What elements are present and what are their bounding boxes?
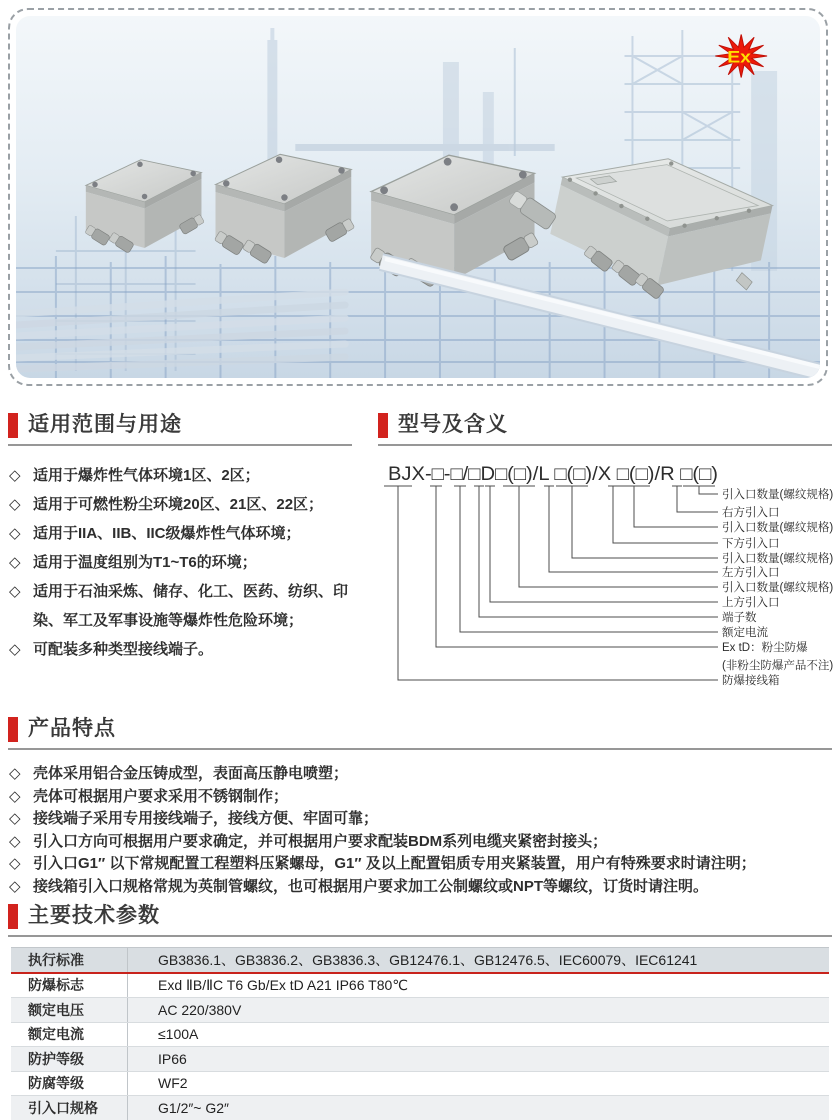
- list-item: [8, 853, 832, 876]
- spec-label: 额定电压: [28, 1001, 84, 1018]
- model-label: 引入口数量(螺纹规格): [722, 553, 834, 565]
- list-item-text: 壳体采用铝合金压铸成型，表面高压静电喷塑；: [33, 765, 349, 782]
- model-label: 额定电流: [722, 627, 768, 639]
- list-item-text: 接线箱引入口规格常规为英制管螺纹，也可根据用户要求加工公制螺纹或NPT等螺纹，订货时请注明。: [33, 877, 709, 895]
- product-photo: [16, 16, 820, 378]
- red-accent-bar: [378, 413, 388, 438]
- diamond-bullet-icon: ◇: [9, 855, 21, 872]
- table-row: [11, 972, 829, 998]
- section-model: [378, 412, 834, 687]
- model-label: 引入口数量(螺纹规格): [722, 489, 834, 501]
- features-list: [8, 763, 832, 898]
- table-row: [11, 948, 829, 972]
- spec-value: ≤100A: [127, 1023, 829, 1047]
- list-item: [8, 548, 352, 577]
- diamond-bullet-icon: ◇: [9, 787, 21, 805]
- model-code: BJX-□-□/□D□(□)/L □(□)/X □(□)/R □(□): [388, 464, 718, 485]
- list-item-text: 适用于IIA、IIB、IIC级爆炸性气体环境；: [33, 525, 301, 542]
- section-title: 产品特点: [28, 717, 116, 740]
- model-label: 端子数: [722, 612, 757, 624]
- model-label: 防爆接线箱: [722, 675, 780, 687]
- model-label: 上方引入口: [722, 597, 780, 609]
- red-accent-bar: [8, 904, 18, 929]
- list-item: [8, 831, 832, 854]
- red-accent-bar: [8, 717, 18, 742]
- spec-value: GB3836.1、GB3836.2、GB3836.3、GB12476.1、GB12476.5、IEC60079、IEC61241: [127, 948, 829, 972]
- list-item-text: 适用于温度组别为T1~T6的环境；: [33, 554, 257, 571]
- section-title: 型号及含义: [398, 413, 508, 436]
- list-item-text: 接线端子采用专用接线端子，接线方便、牢固可靠；: [33, 810, 379, 827]
- application-list: [8, 461, 352, 664]
- list-item: [8, 461, 352, 490]
- product-photo-frame: [8, 8, 828, 386]
- model-label: 右方引入口: [722, 507, 780, 519]
- section-header: [8, 412, 352, 446]
- specs-table: [11, 947, 829, 1120]
- leader-lines: [384, 486, 718, 680]
- section-specs: [8, 903, 832, 1116]
- spec-label: 额定电流: [28, 1026, 84, 1043]
- list-item: [8, 519, 352, 548]
- list-item-text: 适用于可燃性粉尘环境20区、21区、22区；: [33, 496, 324, 513]
- model-label: 引入口数量(螺纹规格): [722, 522, 834, 534]
- list-item: [8, 786, 832, 809]
- list-item: [8, 635, 352, 664]
- section-application: [8, 412, 352, 664]
- spec-label: 执行标准: [28, 951, 84, 968]
- red-accent-bar: [8, 413, 18, 438]
- diamond-bullet-icon: ◇: [9, 583, 21, 600]
- spec-value: IP66: [127, 1047, 829, 1071]
- model-label: Ex tD：粉尘防爆: [722, 642, 808, 654]
- diamond-bullet-icon: ◇: [9, 467, 21, 484]
- list-item: [8, 763, 832, 786]
- table-row: [11, 1046, 829, 1071]
- table-row: [11, 1095, 829, 1120]
- diamond-bullet-icon: ◇: [9, 832, 21, 850]
- section-title: 适用范围与用途: [28, 413, 182, 436]
- list-item-text: 可配装多种类型接线端子。: [33, 641, 214, 658]
- model-code-diagram: [378, 452, 838, 698]
- diamond-bullet-icon: ◇: [9, 810, 21, 827]
- table-row: [11, 997, 829, 1022]
- diamond-bullet-icon: ◇: [9, 641, 21, 658]
- model-labels: [722, 487, 833, 687]
- spec-label: 引入口规格: [28, 1099, 98, 1116]
- diamond-bullet-icon: ◇: [9, 496, 21, 513]
- spec-label: 防腐等级: [28, 1075, 84, 1092]
- section-header: [8, 903, 832, 937]
- spec-label: 防爆标志: [28, 977, 84, 994]
- list-item-text: 适用于爆炸性气体环境1区、2区；: [33, 467, 260, 484]
- diamond-bullet-icon: ◇: [9, 877, 21, 895]
- list-item: [8, 577, 352, 635]
- section-header: [378, 412, 832, 446]
- model-label: 下方引入口: [722, 538, 780, 550]
- list-item: [8, 490, 352, 519]
- industrial-scene: [16, 16, 820, 378]
- ex-logo-text: Ex: [727, 47, 751, 66]
- model-label: 左方引入口: [722, 567, 780, 579]
- section-features: [8, 716, 832, 898]
- spec-value: WF2: [127, 1072, 829, 1096]
- model-label: (非粉尘防爆产品不注): [722, 660, 834, 672]
- diamond-bullet-icon: ◇: [9, 765, 21, 782]
- table-row: [11, 1022, 829, 1047]
- diamond-bullet-icon: ◇: [9, 554, 21, 571]
- spec-value: G1/2″~ G2″: [127, 1096, 829, 1120]
- model-label: 引入口数量(螺纹规格): [722, 582, 834, 594]
- list-item-text: 适用于石油采炼、储存、化工、医药、纺织、印染、军工及军事设施等爆炸性危险环境；: [33, 583, 349, 629]
- list-item-text: 引入口方向可根据用户要求确定，并可根据用户要求配装BDM系列电缆夹紧密封接头；: [33, 832, 608, 850]
- list-item: [8, 876, 832, 899]
- spec-value: Exd ⅡB/ⅡC T6 Gb/Ex tD A21 IP66 T80℃: [127, 974, 829, 998]
- list-item: [8, 808, 832, 831]
- spec-value: AC 220/380V: [127, 998, 829, 1022]
- diamond-bullet-icon: ◇: [9, 525, 21, 542]
- table-row: [11, 1071, 829, 1096]
- list-item-text: 壳体可根据用户要求采用不锈钢制作；: [33, 787, 289, 805]
- section-header: [8, 716, 832, 750]
- section-title: 主要技术参数: [28, 904, 160, 927]
- spec-label: 防护等级: [28, 1050, 84, 1067]
- list-item-text: 引入口G1″ 以下常规配置工程塑料压紧螺母，G1″ 及以上配置铝质专用夹紧装置，用户有特殊要求时请注明；: [33, 855, 756, 872]
